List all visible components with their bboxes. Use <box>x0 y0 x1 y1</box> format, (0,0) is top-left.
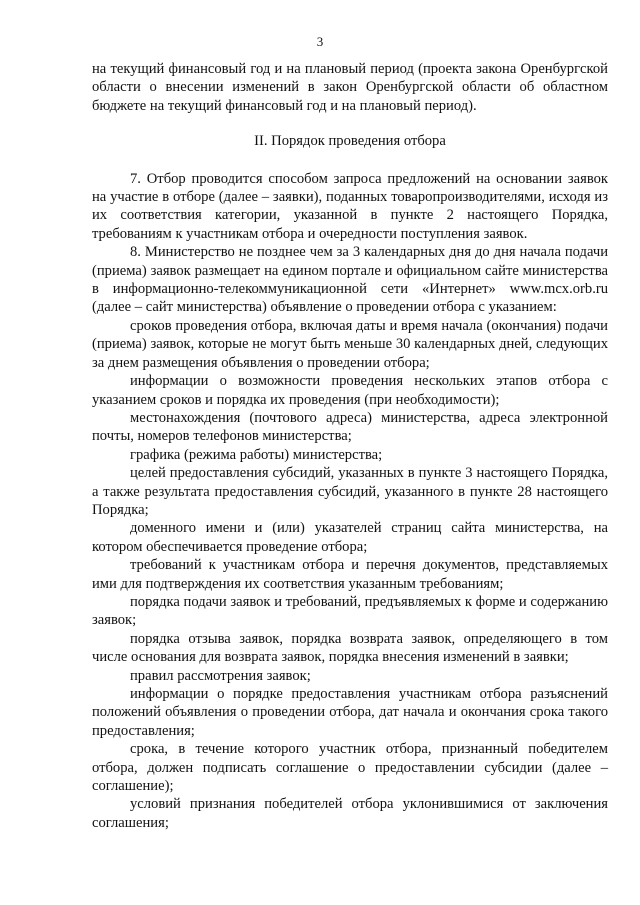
list-item: порядка подачи заявок и требований, предъявляемых к форме и содержанию заявок; <box>92 593 608 629</box>
list-item: условий признания победителей отбора уклонившимися от заключения соглашения; <box>92 796 608 831</box>
list-item: информации о порядке предоставления участникам отбора разъяснений положений объявления о проведении отбора, дат начала и окончания срока такого предоставления; <box>92 686 608 739</box>
list-item: местонахождения (почтового адреса) министерства, адреса электронной почты, номеров телефонов министерства; <box>92 409 608 445</box>
paragraph-continuation: на текущий финансовый год и на плановый период (проекта закона Оренбургской области о внесении изменений в закон Оренбургской области об областном бюджете на текущий финансовый год и на плановый период). <box>92 61 608 114</box>
page-number: 3 <box>316 34 324 49</box>
section-heading: II. Порядок проведения отбора <box>254 133 446 150</box>
list-item: графика (режима работы) министерства; <box>130 446 383 463</box>
list-item: информации о возможности проведения нескольких этапов отбора с указанием сроков и порядка их проведения (при необходимости); <box>92 373 608 408</box>
list-item: срока, в течение которого участник отбора, признанный победителем отбора, должен подписать соглашение о предоставлении субсидии (далее – соглашение); <box>92 741 608 795</box>
list-item: целей предоставления субсидий, указанных в пункте 3 настоящего Порядка, а также результата предоставления субсидий, указанного в пункте 28 настоящего Порядка; <box>92 465 608 518</box>
list-item: правил рассмотрения заявок; <box>130 667 311 684</box>
list-item: сроков проведения отбора, включая даты и время начала (окончания) подачи (приема) заявок, которые не могут быть меньше 30 календарных дней, следующих за днем размещения объявления о проведении отбора; <box>92 317 608 371</box>
document-body <box>92 60 608 832</box>
list-item: порядка отзыва заявок, порядка возврата заявок, определяющего в том числе основания для возврата заявок, порядка внесения изменений в заявки; <box>92 630 608 666</box>
paragraph-item-8: 8. Министерство не позднее чем за 3 календарных дня до дня начала подачи (приема) заявок размещает на едином портале и официальном сайте министерства в информационно-телекоммуникационной сети «Интернет» www.mcx.orb.ru (далее – сайт министерства) объявление о проведении отбора с указанием: <box>92 244 608 316</box>
list-item: доменного имени и (или) указателей страниц сайта министерства, на котором обеспечивается проведение отбора; <box>92 520 608 555</box>
paragraph-item-7: 7. Отбор проводится способом запроса предложений на основании заявок на участие в отборе (далее – заявки), поданных товаропроизводителями, исходя из их соответствия категории, указанной в пункте 2 настоящего Порядка, требованиям к участникам отбора и очередности поступления заявок. <box>92 170 608 242</box>
list-item: требований к участникам отбора и перечня документов, представляемых ими для подтверждения их соответствия указанным требованиям; <box>92 557 608 592</box>
